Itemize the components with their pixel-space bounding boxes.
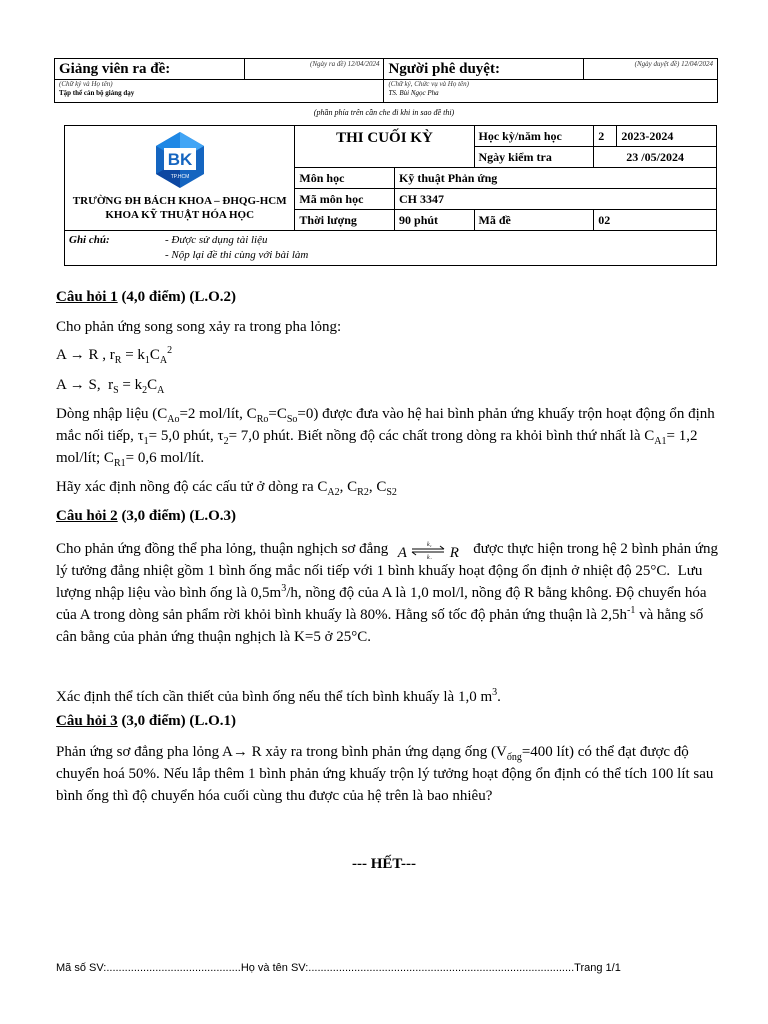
lecturer-label: Giảng viên ra đề:	[59, 61, 171, 77]
date-value: 23 /05/2024	[594, 147, 717, 168]
q2-meta: (3,0 điểm) (L.O.3)	[121, 508, 237, 524]
date-label: Ngày kiểm tra	[474, 147, 594, 168]
logo-sub: TP.HCM	[170, 174, 189, 180]
approver-name: TS. Bùi Ngọc Pha	[388, 89, 439, 97]
code-value: CH 3347	[395, 189, 717, 210]
student-id-field: Mã số SV:............................................	[56, 962, 241, 974]
note-2: - Nộp lại đề thi cùng với bài làm	[165, 249, 309, 261]
q3-heading	[56, 710, 720, 732]
hide-note: (phần phía trên cần che đi khi in sao đề thi)	[313, 108, 455, 117]
semester-value: 2	[594, 126, 617, 147]
subject-label: Môn học	[295, 168, 395, 189]
exam-header-table	[64, 125, 717, 266]
school-cell	[65, 126, 295, 231]
lecturer-date: (Ngày ra đề) 12/04/2024	[310, 60, 380, 68]
q1-heading	[56, 286, 720, 308]
notes-label: Ghi chú:	[69, 234, 110, 246]
logo-text: BK	[167, 150, 192, 169]
svg-text:k₂: k₂	[426, 554, 432, 559]
q1-reaction-2: A → S, $r_S = k_2C_A$	[56, 377, 165, 396]
code-label: Mã môn học	[295, 189, 395, 210]
lecturer-sig-cell	[55, 80, 384, 103]
q2-task: Xác định thể tích cần thiết của bình ống nếu thể tích bình khuấy là 1,0 $m^3$.	[56, 687, 501, 705]
q3-meta: (3,0 điểm) (L.O.1)	[121, 713, 237, 729]
approver-sig-label: (Chữ ký, Chức vụ và Họ tên)	[388, 80, 469, 88]
q1-task: Hãy xác định nồng độ các cấu tử ở dòng ra $C_{A2}$, $C_{R2}$, $C_{S2}$	[56, 479, 397, 498]
school-name: TRƯỜNG ĐH BÁCH KHOA – ĐHQG-HCM	[72, 195, 287, 207]
q1-meta: (4,0 điểm) (L.O.2)	[121, 289, 237, 305]
student-name-field: Họ và tên SV:.......................................................................................	[240, 962, 575, 974]
approver-cell	[384, 59, 584, 80]
lecturer-date-cell	[244, 59, 384, 80]
bk-logo-icon	[148, 130, 212, 190]
q1-intro: Cho phản ứng song song xảy ra trong pha lỏng:	[56, 319, 342, 335]
lecturer-cell	[55, 59, 245, 80]
notes-cell	[65, 231, 717, 266]
lecturer-sig-label: (Chữ ký và Họ tên)	[59, 80, 113, 88]
approver-date-cell	[584, 59, 718, 80]
year-value: 2023-2024	[617, 126, 717, 147]
semester-label: Học kỳ/năm học	[474, 126, 594, 147]
reversible-reaction: A k₁ k₂ R	[397, 541, 459, 561]
note-1: - Được sử dụng tài liệu	[165, 234, 268, 246]
subject-value: Kỹ thuật Phản ứng	[395, 168, 717, 189]
end-marker: --- HẾT---	[351, 856, 417, 872]
approver-label: Người phê duyệt:	[388, 61, 500, 77]
svg-text:k₁: k₁	[426, 541, 432, 548]
approver-date: (Ngày duyệt đề) 12/04/2024	[634, 60, 713, 68]
lecturer-name: Tập thể cán bộ giảng dạy	[59, 89, 135, 97]
q1-body: Dòng nhập liệu ($C_{Ao}=2$ mol/lít, $C_{Ro}=C_{So}=0$) được đưa vào hệ hai bình phản ứng khuấy trộn hoạt động ổn định mắc nối tiếp, $\tau_1= 5,0$ phút, $\tau_2= 7,0$ phút. Biết nồng độ các chất trong dòng ra khỏi bình thứ nhất là $C_{A1}= 1,2$ mol/lít; $C_{R1}= 0,6$ mol/lít.	[56, 406, 715, 469]
duration-value: 90 phút	[395, 210, 474, 231]
q2-body: Cho phản ứng đồng thể pha lỏng, thuận nghịch sơ đẳng A k₁ k₂ R được thực hiện trong hệ 2 bình phản ứng lý tưởng đẳng nhiệt gồm 1 bình ống mắc nối tiếp với 1 bình khuấy hoạt động ổn định ở nhiệt độ 25°C. Lưu lượng nhập liệu vào bình ống là $0,5m^3/h$, nồng độ của A là 1,0 mol/l, nồng độ R bằng không. Độ chuyển hóa của A trong dòng sản phẩm rời khỏi bình khuấy là 80%. Hằng số tốc độ phản ứng thuận là $2,5h^{-1}$ và hằng số cân bằng của phản ứng thuận nghịch là K=5 ở 25°C.	[56, 541, 719, 645]
q3-title: Câu hỏi 3	[56, 713, 118, 729]
q3-body: Phản ứng sơ đẳng pha lỏng A→ R xảy ra trong bình phản ứng dạng ống ($V_{ống}=400$ lít) có thể đạt được độ chuyển hoá 50%. Nếu lắp thêm 1 bình phản ứng khuấy trộn lý tưởng hoạt động ổn định có thể tích 100 lít sau bình ống thì độ chuyển hóa cuối cùng thu được của hệ trên là bao nhiêu?	[56, 744, 714, 804]
q2-title: Câu hỏi 2	[56, 508, 118, 524]
approver-sig-cell	[384, 80, 718, 103]
exam-code-value: 02	[594, 210, 717, 231]
equilibrium-arrow-icon	[410, 541, 448, 559]
exam-code-label: Mã đề	[474, 210, 594, 231]
duration-label: Thời lượng	[295, 210, 395, 231]
approval-table	[54, 58, 718, 103]
q1-reaction-1: A → R , $r_R = k_1C_A^2$	[56, 345, 173, 366]
exam-title: THI CUỐI KỲ	[295, 126, 474, 168]
footer	[56, 962, 720, 974]
q1-title: Câu hỏi 1	[56, 289, 118, 305]
q2-heading	[56, 505, 720, 527]
faculty-name: KHOA KỸ THUẬT HÓA HỌC	[105, 209, 255, 221]
page-number: Trang 1/1	[574, 962, 621, 974]
